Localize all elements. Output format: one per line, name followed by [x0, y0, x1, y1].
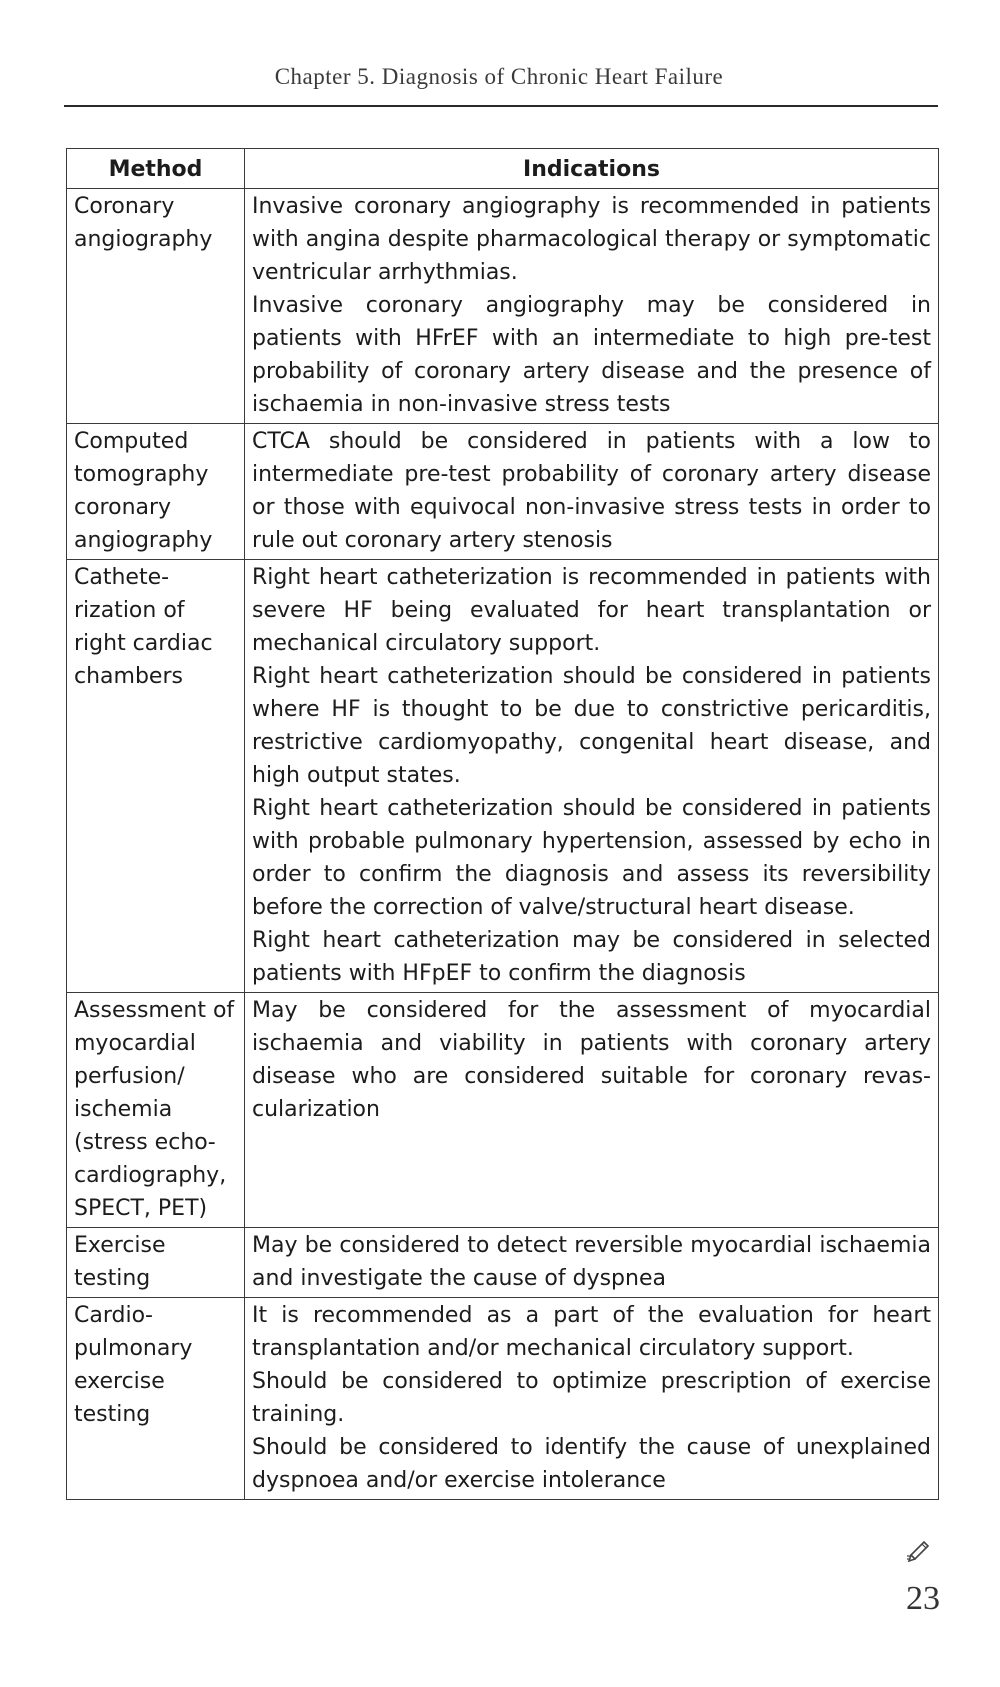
- indication-text: Should be considered to identify the cause of unexplained dyspnoea and/or exercise intolerance: [252, 1435, 931, 1493]
- indication-text: It is recommended as a part of the evaluation for heart transplantation and/or mechanical circulatory support.: [252, 1303, 931, 1361]
- indication-text: Right heart catheterization should be considered in patients with probable pulmonary hypertension, assessed by echo in order to confirm the diagnosis and assess its reversibility before the correction of valve/structural heart disease.: [252, 796, 931, 920]
- indication-text: Invasive coronary angiography is recommended in patients with angina despite pharmacological therapy or symptomatic ventricular arrhythmias.: [252, 194, 931, 285]
- indication-text: Right heart catheterization may be considered in selected patients with HFpEF to confirm the diagnosis: [252, 928, 931, 986]
- indications-cell: [245, 424, 939, 560]
- indications-column-header: Indications: [245, 149, 939, 189]
- method-cell: Coronary angiography: [67, 189, 245, 424]
- indication-text: Invasive coronary angiography may be considered in patients with HFrEF with an intermediate to high pre-test probability of coronary artery disease and the presence of ischaemia in non-invasive stress tests: [252, 293, 931, 417]
- table-header-row: [67, 149, 939, 189]
- table-row: [67, 560, 939, 993]
- table-row: [67, 189, 939, 424]
- method-cell: Assessment of myocardial perfusion/ ischemia (stress echocardiography, SPECT, PET): [67, 993, 245, 1228]
- table-row: [67, 1298, 939, 1500]
- header-rule: [64, 105, 938, 107]
- table-row: [67, 1228, 939, 1298]
- running-head: Chapter 5. Diagnosis of Chronic Heart Failure: [274, 64, 724, 89]
- table-row: [67, 424, 939, 560]
- method-column-header: Method: [67, 149, 245, 189]
- pen-icon: [905, 1535, 933, 1563]
- indications-cell: [245, 189, 939, 424]
- indications-cell: [245, 560, 939, 993]
- method-cell: Computed tomography coronary angiography: [67, 424, 245, 560]
- indication-text: May be considered to detect reversible myocardial ischaemia and investigate the cause of dyspnea: [252, 1233, 931, 1291]
- method-cell: Cardiopulmonary exercise testing: [67, 1298, 245, 1500]
- indication-text: May be considered for the assessment of myocardial ischaemia and viability in patients with coronary artery disease who are considered suitable for coronary revascularization: [252, 998, 931, 1122]
- page-number: 23: [906, 1580, 940, 1617]
- indications-cell: [245, 993, 939, 1228]
- indication-text: Right heart catheterization should be considered in patients where HF is thought to be due to constrictive pericarditis, restrictive cardiomyopathy, congenital heart disease, and high output states.: [252, 664, 931, 788]
- indications-table: [66, 148, 939, 1500]
- indication-text: CTCA should be considered in patients with a low to intermediate pre-test probability of coronary artery disease or those with equivocal non-invasive stress tests in order to rule out coronary artery stenosis: [252, 429, 931, 553]
- indications-cell: [245, 1228, 939, 1298]
- indication-text: Right heart catheterization is recommended in patients with severe HF being evaluated for heart transplantation or mechanical circulatory support.: [252, 565, 931, 656]
- indication-text: Should be considered to optimize prescription of exercise training.: [252, 1369, 931, 1427]
- table-row: [67, 993, 939, 1228]
- method-cell: Catheterization of right cardiac chambers: [67, 560, 245, 993]
- indications-cell: [245, 1298, 939, 1500]
- method-cell: Exercise testing: [67, 1228, 245, 1298]
